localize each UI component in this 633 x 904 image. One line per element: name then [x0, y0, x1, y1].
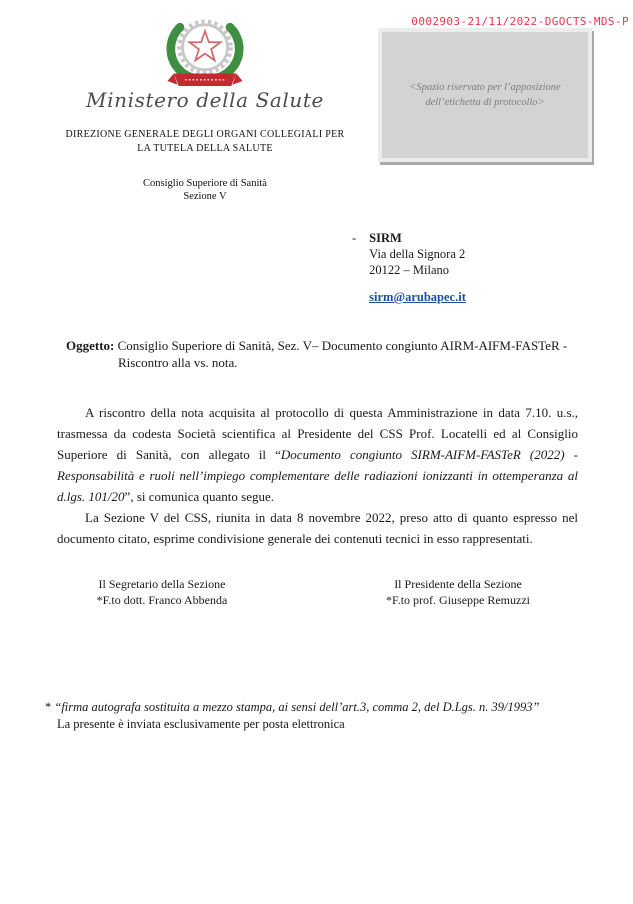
signature-block: [57, 576, 578, 608]
para1-regular-pre: A riscontro della nota acquisita al protocollo di questa Amministrazione in data 7.10. u.s., trasmessa da codesta Società scientifica al Presidente del CSS Prof. Locatelli ed al Consiglio Superiore di Sanità, con allegato il “: [57, 405, 578, 462]
letter-body: [57, 402, 578, 549]
recipient-address-line1: Via della Signora 2: [369, 247, 466, 261]
legal-footnote: [45, 699, 605, 732]
council-section: [0, 177, 410, 203]
protocol-stamp-placeholder: [378, 28, 592, 162]
recipient-email-link[interactable]: sirm@arubapec.it: [369, 290, 466, 304]
recipient-dash: -: [352, 231, 357, 245]
council-name: Consiglio Superiore di Sanità: [143, 178, 267, 189]
directorate-title: [0, 128, 410, 156]
subject-line: [66, 337, 578, 371]
ministry-name: Ministero della Salute: [86, 88, 324, 112]
recipient-block: [352, 230, 466, 305]
protocol-number: 0002903-21/11/2022-DGOCTS-MDS-P: [411, 15, 629, 28]
section-name: Sezione V: [183, 191, 227, 202]
stamp-placeholder-line1: <Spazio riservato per l’apposizione: [409, 82, 561, 93]
italian-republic-emblem-icon: [165, 12, 245, 90]
recipient-address-line2: 20122 – Milano: [369, 263, 450, 277]
footnote-line2: La presente è inviata esclusivamente per posta elettronica: [57, 716, 345, 731]
president-signature: [338, 576, 578, 608]
directorate-line2: LA TUTELA DELLA SALUTE: [137, 143, 273, 154]
footnote-legal-text: “firma autografa sostituita a mezzo stampa, ai sensi dell’art.3, comma 2, del D.Lgs. n. 39/1993”: [54, 700, 540, 714]
secretary-role: Il Segretario della Sezione: [98, 577, 226, 591]
para1-regular-post: ”, si comunica quanto segue.: [124, 489, 275, 504]
stamp-placeholder-line2: dell’etichetta di protocollo>: [425, 97, 545, 108]
subject-text: Consiglio Superiore di Sanità, Sez. V– Documento congiunto AIRM-AIFM-FASTeR - Riscontro alla vs. nota.: [114, 338, 568, 370]
secretary-signature: [57, 576, 267, 608]
body-paragraph-1: [57, 402, 578, 507]
secretary-name: *F.to dott. Franco Abbenda: [96, 593, 228, 607]
footnote-line1: [45, 699, 605, 716]
recipient-name: SIRM: [369, 231, 402, 245]
para1-cited-document-title: Documento congiunto SIRM-AIFM-FASTeR (2022) - Responsabilità e ruoli nell’impiego complementare delle radiazioni ionizzanti in ottemperanza al d.lgs. 101/20: [57, 447, 578, 504]
subject-label: Oggetto:: [66, 338, 115, 353]
letterhead: [0, 0, 410, 203]
body-paragraph-2: La Sezione V del CSS, riunita in data 8 novembre 2022, preso atto di quanto espresso nel documento citato, esprime condivisione generale dei contenuti tecnici in esso rappresentati.: [57, 510, 578, 546]
president-role: Il Presidente della Sezione: [394, 577, 522, 591]
footnote-asterisk: *: [45, 700, 55, 714]
president-name: *F.to prof. Giuseppe Remuzzi: [385, 593, 530, 607]
directorate-line1: DIREZIONE GENERALE DEGLI ORGANI COLLEGIALI PER: [65, 129, 345, 140]
